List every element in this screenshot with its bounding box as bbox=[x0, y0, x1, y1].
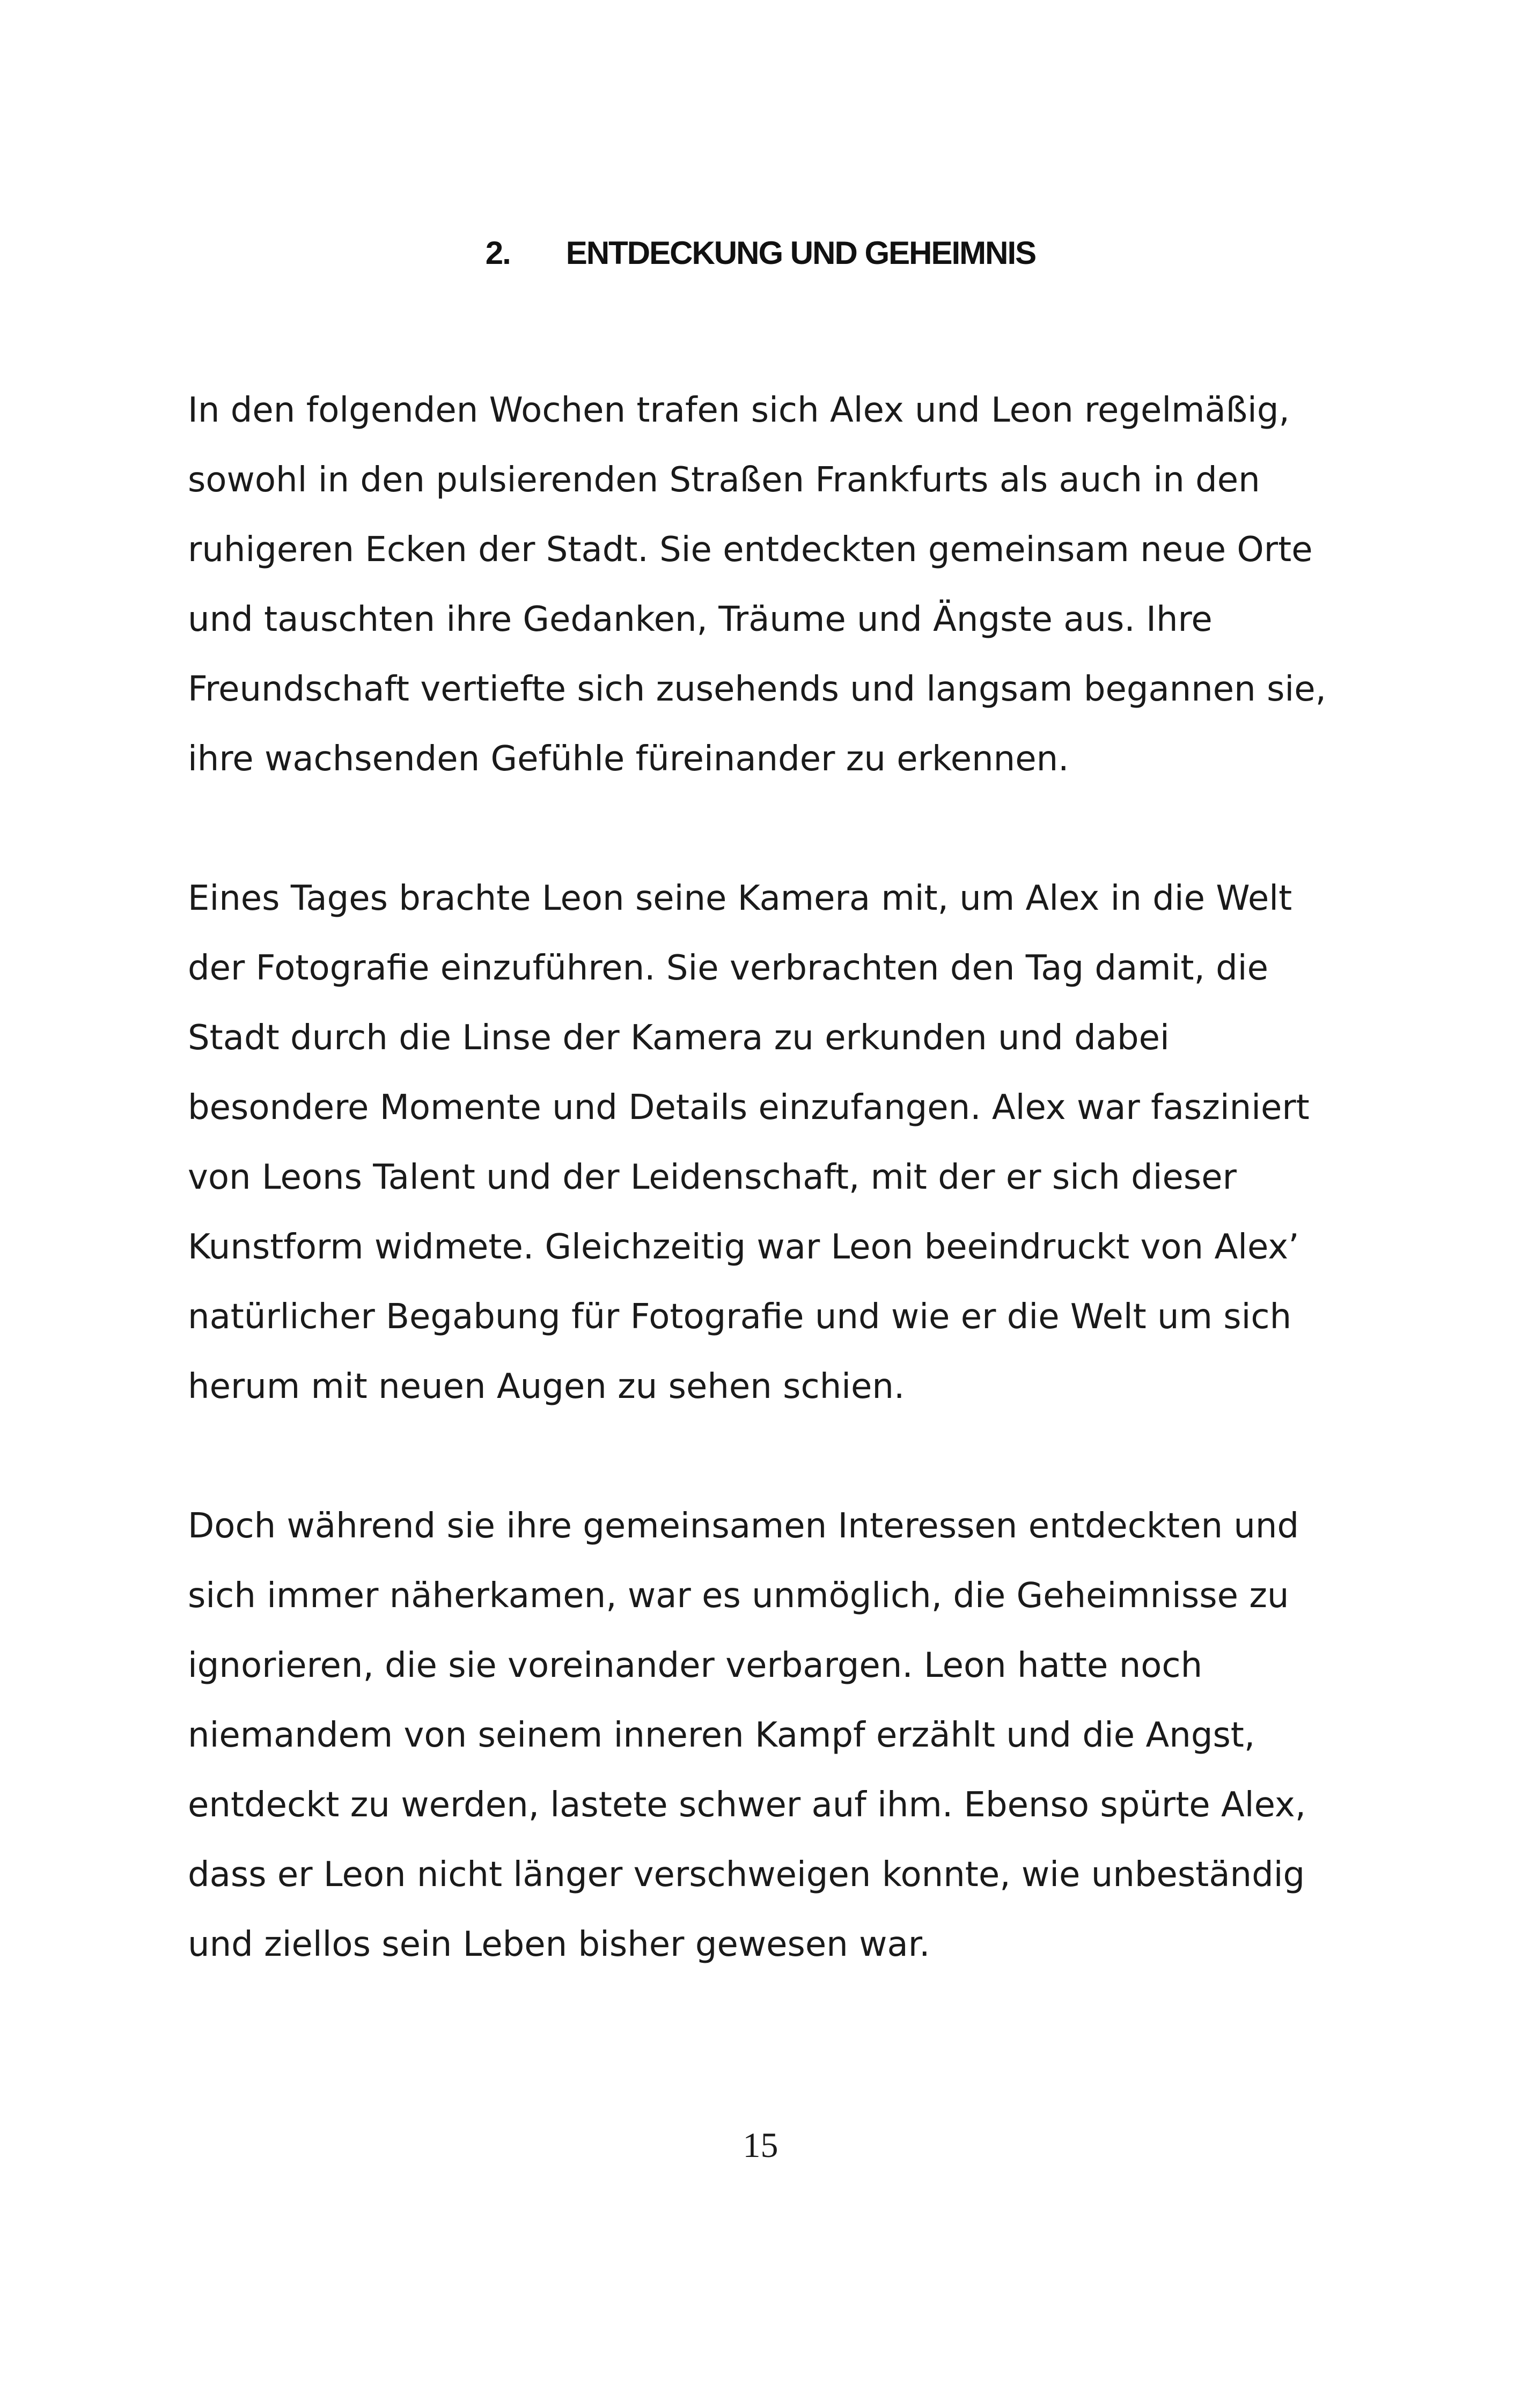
text-line: sich immer näherkamen, war es unmöglich, die Geheimnisse zu bbox=[188, 1576, 1289, 1616]
paragraph-spacer bbox=[188, 1422, 1341, 1491]
text-line: Eines Tages brachte Leon seine Kamera mit, um Alex in die Welt bbox=[188, 879, 1292, 918]
text-line: natürlicher Begabung für Fotografie und wie er die Welt um sich bbox=[188, 1297, 1292, 1337]
page-number: 15 bbox=[743, 2126, 778, 2165]
paragraph-3 bbox=[188, 1491, 1341, 1979]
text-line: niemandem von seinem inneren Kampf erzählt und die Angst, bbox=[188, 1715, 1255, 1755]
paragraph-2 bbox=[188, 864, 1341, 1422]
text-line: Doch während sie ihre gemeinsamen Interessen entdeckten und bbox=[188, 1506, 1299, 1546]
text-line: ihre wachsenden Gefühle füreinander zu erkennen. bbox=[188, 739, 1069, 779]
paragraph-1 bbox=[188, 375, 1341, 794]
text-line: ignorieren, die sie voreinander verbargen. Leon hatte noch bbox=[188, 1646, 1203, 1685]
text-line: dass er Leon nicht länger verschweigen konnte, wie unbeständig bbox=[188, 1855, 1305, 1895]
text-line: und ziellos sein Leben bisher gewesen war. bbox=[188, 1925, 930, 1964]
paragraph-spacer bbox=[188, 794, 1341, 864]
text-line: Stadt durch die Linse der Kamera zu erkunden und dabei bbox=[188, 1018, 1170, 1058]
text-line: Kunstform widmete. Gleichzeitig war Leon beeindruckt von Alex’ bbox=[188, 1227, 1299, 1267]
text-line: sowohl in den pulsierenden Straßen Frankfurts als auch in den bbox=[188, 460, 1260, 500]
chapter-heading bbox=[0, 232, 1521, 275]
text-line: Freundschaft vertiefte sich zusehends und langsam begannen sie, bbox=[188, 669, 1326, 709]
text-line: herum mit neuen Augen zu sehen schien. bbox=[188, 1367, 905, 1406]
text-line: von Leons Talent und der Leidenschaft, mit der er sich dieser bbox=[188, 1158, 1237, 1197]
text-line: In den folgenden Wochen trafen sich Alex und Leon regelmäßig, bbox=[188, 391, 1290, 430]
text-line: besondere Momente und Details einzufangen. Alex war fasziniert bbox=[188, 1088, 1310, 1128]
chapter-number: 2. bbox=[485, 235, 510, 271]
chapter-title: ENTDECKUNG UND GEHEIMNIS bbox=[565, 235, 1036, 271]
text-line: und tauschten ihre Gedanken, Träume und Ängste aus. Ihre bbox=[188, 600, 1213, 639]
text-line: entdeckt zu werden, lastete schwer auf ihm. Ebenso spürte Alex, bbox=[188, 1785, 1306, 1825]
text-line: der Fotografie einzuführen. Sie verbrachten den Tag damit, die bbox=[188, 948, 1268, 988]
text-line: ruhigeren Ecken der Stadt. Sie entdeckten gemeinsam neue Orte bbox=[188, 530, 1313, 570]
chapter-body bbox=[188, 375, 1341, 1979]
